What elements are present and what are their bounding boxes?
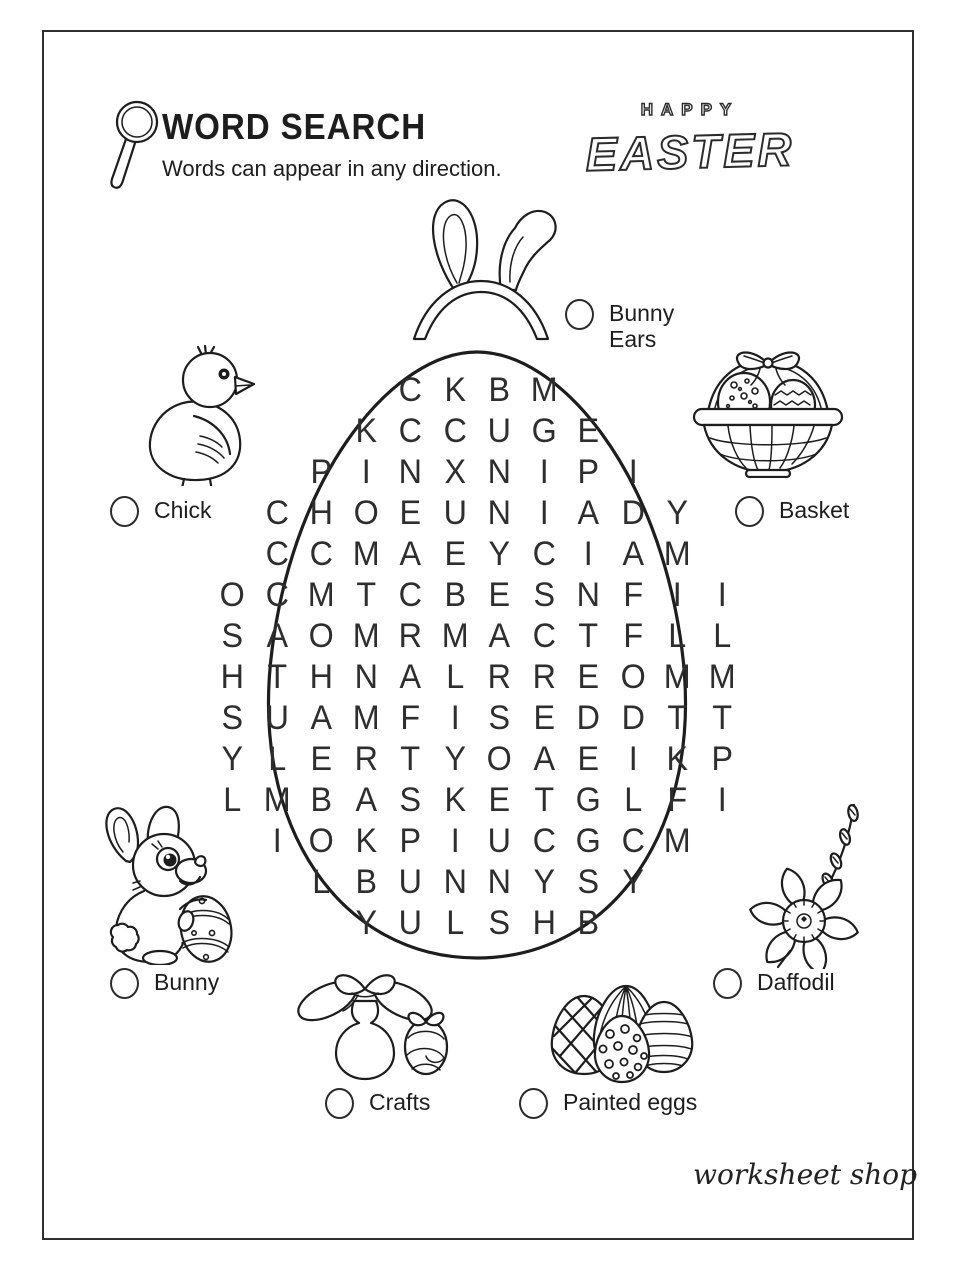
grid-letter[interactable]: B bbox=[354, 863, 377, 901]
grid-letter[interactable]: M bbox=[263, 781, 291, 819]
grid-letter[interactable]: H bbox=[220, 658, 244, 696]
grid-letter[interactable]: T bbox=[266, 658, 287, 696]
grid-letter[interactable]: G bbox=[575, 822, 601, 860]
grid-letter[interactable]: F bbox=[622, 617, 643, 655]
grid-letter[interactable]: E bbox=[488, 781, 511, 819]
grid-letter[interactable]: U bbox=[443, 494, 467, 532]
grid-letter[interactable]: S bbox=[221, 617, 244, 655]
word-label: Bunny bbox=[154, 969, 220, 995]
grid-letter[interactable]: N bbox=[354, 658, 378, 696]
grid-letter[interactable]: I bbox=[539, 453, 549, 491]
grid-letter[interactable]: T bbox=[400, 740, 421, 778]
grid-letter[interactable]: D bbox=[621, 494, 645, 532]
grid-letter[interactable]: I bbox=[717, 781, 727, 819]
grid-letter[interactable]: R bbox=[398, 617, 422, 655]
grid-letter[interactable]: Y bbox=[221, 740, 244, 778]
grid-letter[interactable]: L bbox=[712, 617, 731, 655]
grid-letter[interactable]: R bbox=[354, 740, 378, 778]
painted-eggs-checkbox[interactable] bbox=[519, 1088, 548, 1119]
grid-letter[interactable]: U bbox=[487, 412, 511, 450]
chick-checkbox[interactable] bbox=[110, 496, 139, 527]
grid-letter[interactable]: C bbox=[398, 371, 422, 409]
grid-letter[interactable]: K bbox=[666, 740, 689, 778]
grid-letter[interactable]: C bbox=[265, 535, 289, 573]
word-item-basket bbox=[735, 496, 849, 527]
grid-letter[interactable]: L bbox=[445, 658, 464, 696]
bunny-checkbox[interactable] bbox=[110, 968, 139, 999]
grid-letter[interactable]: I bbox=[272, 822, 282, 860]
banner-easter-text: EASTER bbox=[585, 122, 795, 181]
grid-letter[interactable]: I bbox=[628, 453, 638, 491]
grid-letter[interactable]: T bbox=[578, 617, 599, 655]
grid-letter[interactable]: I bbox=[717, 576, 727, 614]
grid-letter[interactable]: C bbox=[265, 576, 289, 614]
grid-letter[interactable]: C bbox=[398, 576, 422, 614]
grid-row bbox=[177, 821, 777, 862]
grid-letter[interactable]: A bbox=[488, 617, 511, 655]
grid-row bbox=[177, 534, 777, 575]
grid-letter[interactable]: M bbox=[530, 371, 558, 409]
grid-letter[interactable]: O bbox=[308, 617, 334, 655]
grid-letter[interactable]: B bbox=[443, 576, 466, 614]
bunny-ears-illustration bbox=[398, 197, 566, 342]
grid-letter[interactable]: P bbox=[710, 740, 733, 778]
grid-letter[interactable]: L bbox=[668, 617, 687, 655]
grid-letter[interactable]: C bbox=[621, 822, 645, 860]
word-label: Painted eggs bbox=[563, 1089, 698, 1115]
grid-letter[interactable]: X bbox=[443, 453, 466, 491]
grid-row bbox=[177, 903, 777, 944]
grid-letter[interactable]: F bbox=[622, 576, 643, 614]
grid-letter[interactable]: I bbox=[583, 535, 593, 573]
bunny-illustration bbox=[88, 801, 246, 965]
grid-letter[interactable]: N bbox=[443, 863, 467, 901]
grid-letter[interactable]: N bbox=[487, 494, 511, 532]
grid-letter[interactable]: S bbox=[221, 699, 244, 737]
grid-row bbox=[177, 370, 777, 411]
grid-row bbox=[177, 493, 777, 534]
grid-letter[interactable]: Y bbox=[621, 863, 644, 901]
word-item-bunny bbox=[110, 968, 219, 999]
grid-letter[interactable]: M bbox=[352, 699, 380, 737]
grid-letter[interactable]: G bbox=[531, 412, 557, 450]
grid-letter[interactable]: Y bbox=[532, 863, 555, 901]
grid-letter[interactable]: M bbox=[663, 822, 691, 860]
grid-letter[interactable]: U bbox=[398, 904, 422, 942]
grid-letter[interactable]: R bbox=[487, 658, 511, 696]
grid-letter[interactable]: I bbox=[450, 822, 460, 860]
grid-letter[interactable]: C bbox=[532, 535, 556, 573]
grid-row bbox=[177, 575, 777, 616]
grid-letter[interactable]: P bbox=[310, 453, 333, 491]
grid-letter[interactable]: A bbox=[577, 494, 600, 532]
grid-letter[interactable]: N bbox=[487, 863, 511, 901]
grid-letter[interactable]: A bbox=[354, 781, 377, 819]
grid-letter[interactable]: B bbox=[488, 371, 511, 409]
grid-letter[interactable]: Y bbox=[443, 740, 466, 778]
magnifying-glass-icon bbox=[100, 98, 162, 192]
grid-letter[interactable]: M bbox=[307, 576, 335, 614]
grid-letter[interactable]: F bbox=[667, 781, 688, 819]
grid-letter[interactable]: D bbox=[576, 699, 600, 737]
grid-letter[interactable]: R bbox=[532, 658, 556, 696]
word-label: Basket bbox=[779, 497, 850, 523]
grid-letter[interactable]: A bbox=[399, 535, 422, 573]
grid-letter[interactable]: T bbox=[533, 781, 554, 819]
brand-signature: worksheet shop bbox=[693, 1158, 918, 1191]
grid-letter[interactable]: O bbox=[620, 658, 646, 696]
grid-letter[interactable]: I bbox=[539, 494, 549, 532]
grid-letter[interactable]: T bbox=[711, 699, 732, 737]
grid-letter[interactable]: E bbox=[577, 740, 600, 778]
grid-letter[interactable]: A bbox=[532, 740, 555, 778]
grid-letter[interactable]: I bbox=[361, 453, 371, 491]
grid-letter[interactable]: A bbox=[310, 699, 333, 737]
grid-letter[interactable]: C bbox=[309, 535, 333, 573]
grid-letter[interactable]: G bbox=[575, 781, 601, 819]
grid-letter[interactable]: I bbox=[450, 699, 460, 737]
grid-letter[interactable]: P bbox=[399, 822, 422, 860]
word-label: Crafts bbox=[369, 1089, 431, 1115]
grid-letter[interactable]: C bbox=[398, 412, 422, 450]
word-item-crafts bbox=[325, 1088, 430, 1119]
happy-easter-banner bbox=[575, 100, 805, 179]
grid-letter[interactable]: Y bbox=[354, 904, 377, 942]
grid-letter[interactable]: O bbox=[486, 740, 512, 778]
daffodil-checkbox[interactable] bbox=[713, 968, 742, 999]
page-subtitle: Words can appear in any direction. bbox=[162, 156, 502, 181]
grid-letter[interactable]: K bbox=[354, 822, 377, 860]
grid-letter[interactable]: U bbox=[265, 699, 289, 737]
grid-letter[interactable]: P bbox=[577, 453, 600, 491]
grid-letter[interactable]: M bbox=[663, 535, 691, 573]
grid-letter[interactable]: L bbox=[267, 740, 286, 778]
grid-letter[interactable]: S bbox=[488, 699, 511, 737]
grid-letter[interactable]: T bbox=[667, 699, 688, 737]
grid-letter[interactable]: E bbox=[488, 576, 511, 614]
grid-letter[interactable]: S bbox=[532, 576, 555, 614]
grid-letter[interactable]: A bbox=[265, 617, 288, 655]
daffodil-illustration bbox=[732, 799, 880, 969]
word-label: Bunny Ears bbox=[609, 300, 675, 352]
grid-letter[interactable]: S bbox=[488, 904, 511, 942]
grid-letter[interactable]: M bbox=[352, 535, 380, 573]
grid-letter[interactable]: L bbox=[445, 904, 464, 942]
grid-row bbox=[177, 411, 777, 452]
grid-letter[interactable]: E bbox=[577, 412, 600, 450]
grid-row bbox=[177, 452, 777, 493]
crafts-illustration bbox=[292, 961, 450, 1081]
banner-happy-text: HAPPY bbox=[640, 100, 740, 119]
grid-letter[interactable]: C bbox=[532, 822, 556, 860]
grid-letter[interactable]: F bbox=[400, 699, 421, 737]
grid-letter[interactable]: C bbox=[443, 412, 467, 450]
grid-letter[interactable]: C bbox=[265, 494, 289, 532]
grid-letter[interactable]: S bbox=[399, 781, 422, 819]
grid-letter[interactable]: A bbox=[399, 658, 422, 696]
crafts-checkbox[interactable] bbox=[325, 1088, 354, 1119]
painted-eggs-illustration bbox=[540, 974, 700, 1088]
grid-letter[interactable]: N bbox=[487, 453, 511, 491]
grid-row bbox=[177, 657, 777, 698]
grid-letter[interactable]: H bbox=[309, 658, 333, 696]
grid-letter[interactable]: S bbox=[577, 863, 600, 901]
grid-letter[interactable]: D bbox=[621, 699, 645, 737]
word-label: Chick bbox=[154, 497, 212, 523]
grid-letter[interactable]: N bbox=[398, 453, 422, 491]
grid-letter[interactable]: I bbox=[672, 576, 682, 614]
grid-letter[interactable]: E bbox=[310, 740, 333, 778]
grid-letter[interactable]: N bbox=[576, 576, 600, 614]
grid-letter[interactable]: E bbox=[577, 658, 600, 696]
page-title: WORD SEARCH bbox=[162, 106, 427, 147]
grid-letter[interactable]: K bbox=[443, 781, 466, 819]
word-item-daffodil bbox=[713, 968, 835, 999]
grid-row bbox=[177, 616, 777, 657]
grid-letter[interactable]: M bbox=[352, 617, 380, 655]
grid-letter[interactable]: E bbox=[532, 699, 555, 737]
grid-letter[interactable]: T bbox=[355, 576, 376, 614]
grid-row bbox=[177, 698, 777, 739]
grid-row bbox=[177, 862, 777, 903]
grid-letter[interactable]: L bbox=[312, 863, 331, 901]
word-item-bunny-ears bbox=[565, 299, 683, 352]
grid-letter[interactable]: I bbox=[628, 740, 638, 778]
grid-letter[interactable]: O bbox=[308, 822, 334, 860]
grid-letter[interactable]: E bbox=[443, 535, 466, 573]
grid-letter[interactable]: Y bbox=[488, 535, 511, 573]
grid-letter[interactable]: L bbox=[223, 781, 242, 819]
grid-letter[interactable]: E bbox=[399, 494, 422, 532]
basket-checkbox[interactable] bbox=[735, 496, 764, 527]
grid-letter[interactable]: M bbox=[708, 658, 736, 696]
grid-letter[interactable]: Y bbox=[666, 494, 689, 532]
grid-letter[interactable]: H bbox=[532, 904, 556, 942]
grid-letter[interactable]: M bbox=[441, 617, 469, 655]
grid-letter[interactable]: C bbox=[532, 617, 556, 655]
grid-letter[interactable]: K bbox=[443, 371, 466, 409]
grid-row bbox=[177, 780, 777, 821]
word-item-painted-eggs bbox=[519, 1088, 697, 1119]
grid-letter[interactable]: B bbox=[577, 904, 600, 942]
grid-row bbox=[177, 739, 777, 780]
word-item-chick bbox=[110, 496, 212, 527]
letter-grid bbox=[177, 370, 777, 944]
grid-letter[interactable]: O bbox=[219, 576, 245, 614]
grid-letter[interactable]: U bbox=[398, 863, 422, 901]
grid-letter[interactable]: U bbox=[487, 822, 511, 860]
grid-letter[interactable]: M bbox=[663, 658, 691, 696]
grid-letter[interactable]: H bbox=[309, 494, 333, 532]
grid-letter[interactable]: B bbox=[310, 781, 333, 819]
grid-letter[interactable]: A bbox=[621, 535, 644, 573]
word-label: Daffodil bbox=[757, 969, 835, 995]
grid-letter[interactable]: K bbox=[354, 412, 377, 450]
word-search-puzzle bbox=[177, 330, 777, 980]
bunny-ears-checkbox[interactable] bbox=[565, 299, 594, 330]
grid-letter[interactable]: L bbox=[623, 781, 642, 819]
grid-letter[interactable]: O bbox=[353, 494, 379, 532]
